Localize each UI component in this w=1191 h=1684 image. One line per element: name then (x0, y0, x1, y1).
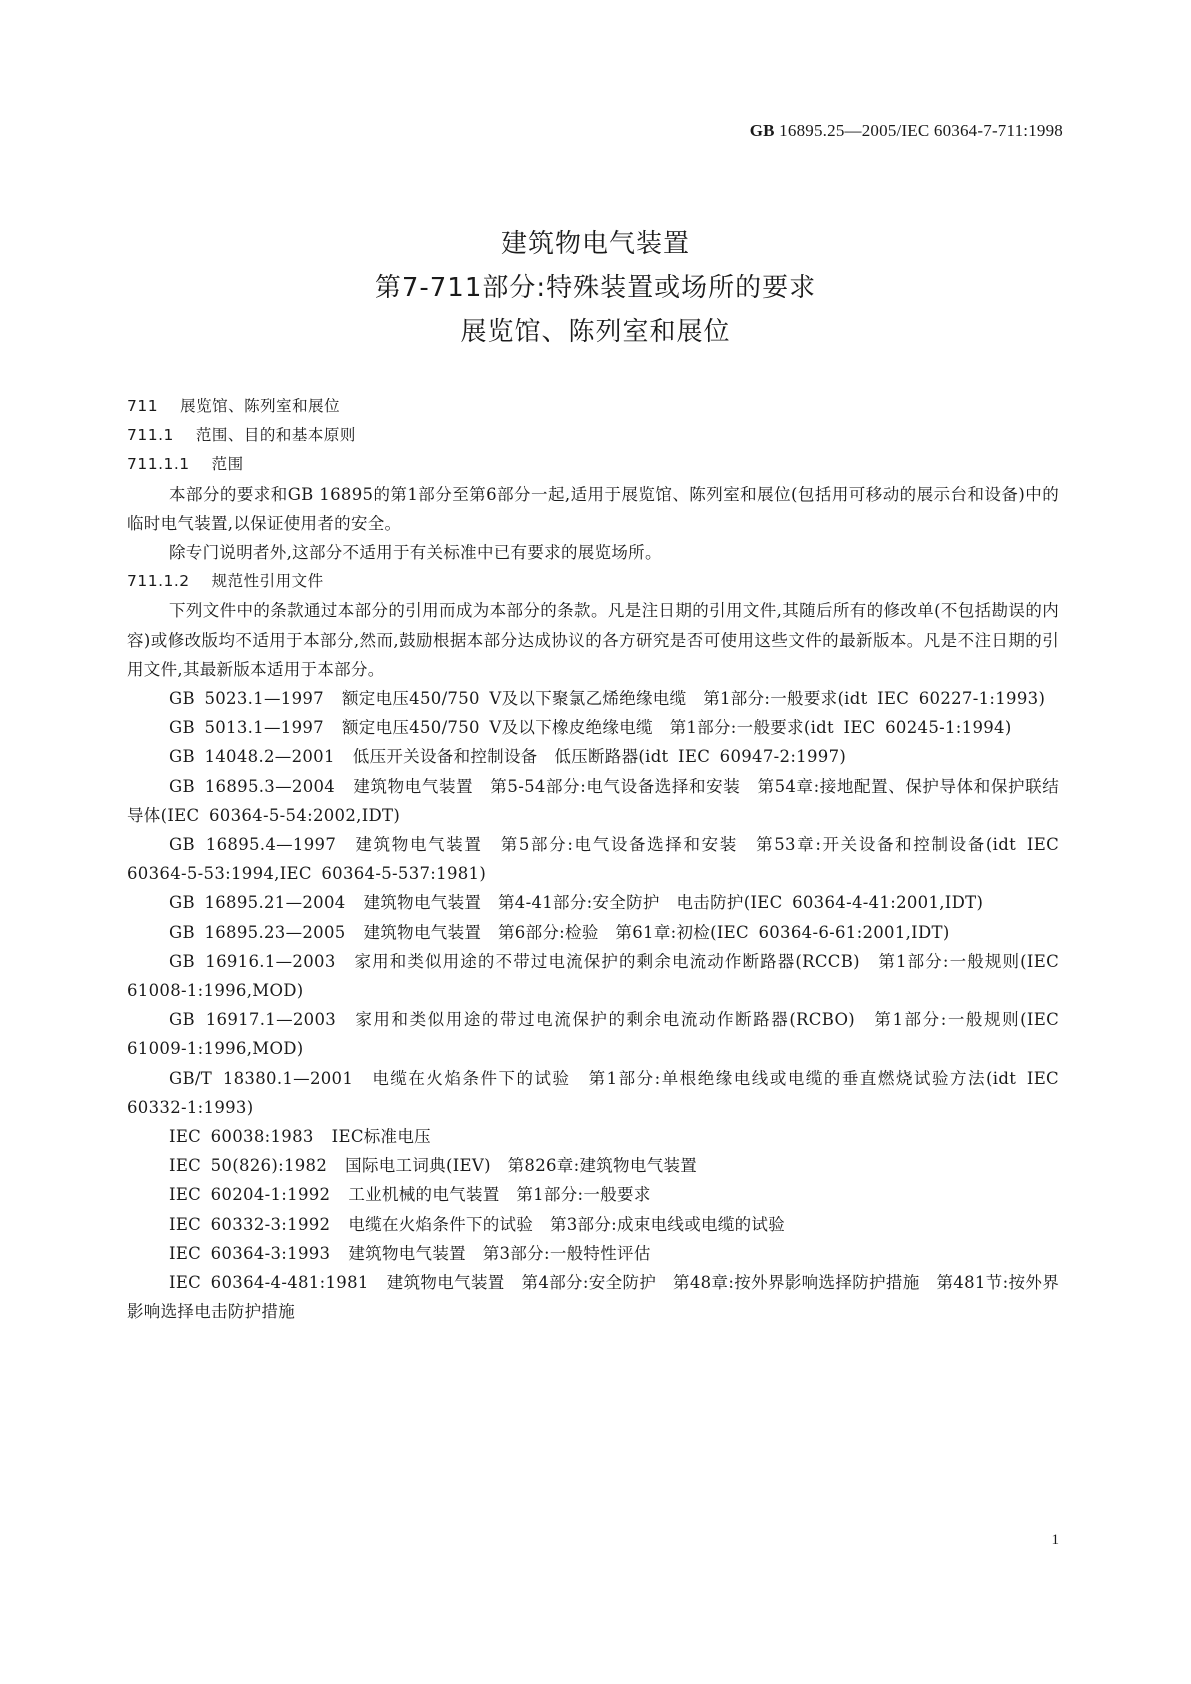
reference-item (127, 947, 1059, 1005)
reference-title: 建筑物电气装置 第6部分:检验 第61章:初检(IEC 60364-6-61:2001,IDT) (363, 922, 950, 942)
reference-item (127, 1268, 1059, 1326)
reference-item (127, 1064, 1059, 1122)
scope-paragraph-2: 除专门说明者外,这部分不适用于有关标准中已有要求的展览场所。 (169, 543, 662, 563)
reference-item (127, 1122, 1059, 1151)
reference-code: GB 16895.3—2004 (169, 776, 336, 796)
document-body (127, 392, 1059, 1327)
reference-code: GB 16895.23—2005 (169, 922, 346, 942)
standard-prefix: GB (749, 121, 775, 140)
reference-title: IEC标准电压 (331, 1127, 431, 1147)
reference-code: GB 5013.1—1997 (169, 718, 324, 738)
reference-item (127, 1151, 1059, 1180)
reference-code: GB 5023.1—1997 (169, 689, 324, 709)
references-intro-paragraph: 下列文件中的条款通过本部分的引用而成为本部分的条款。凡是注日期的引用文件,其随后所有的修改单(不包括勘误的内容)或修改版均不适用于本部分,然而,鼓励根据本部分达成协议的各方研究是否可使用这些文件的最新版本。凡是不注日期的引用文件,其最新版本适用于本部分。 (127, 601, 1059, 679)
reference-title: 建筑物电气装置 第5-54部分:电气设备选择和安装 第54章:接地配置、保护导体和保护联结导体(IEC 60364-5-54:2002,IDT) (127, 776, 1059, 825)
section-title: 展览馆、陈列室和展位 (180, 397, 341, 415)
reference-title: 电缆在火焰条件下的试验 第1部分:单根绝缘电线或电缆的垂直燃烧试验方法(idt IEC 60332-1:1993) (127, 1068, 1059, 1117)
reference-title: 建筑物电气装置 第3部分:一般特性评估 (348, 1243, 651, 1263)
section-title: 规范性引用文件 (211, 572, 324, 591)
title-line-1: 建筑物电气装置 (500, 229, 690, 259)
section-number: 711 (127, 397, 159, 415)
section-heading-711-1 (127, 421, 1059, 450)
reference-item (127, 742, 1059, 771)
reference-title: 国际电工词典(IEV) 第826章:建筑物电气装置 (345, 1156, 698, 1176)
reference-code: IEC 60038:1983 (169, 1127, 314, 1147)
reference-code: GB 16917.1—2003 (169, 1010, 337, 1030)
reference-item (127, 1005, 1059, 1063)
reference-item (127, 888, 1059, 917)
reference-code: GB 16895.4—1997 (169, 835, 337, 855)
reference-code: GB 16916.1—2003 (169, 951, 336, 971)
reference-code: IEC 50(826):1982 (169, 1156, 328, 1176)
title-line-3: 展览馆、陈列室和展位 (460, 317, 731, 347)
section-title: 范围、目的和基本原则 (195, 426, 356, 445)
standard-code: 16895.25—2005/IEC 60364-7-711:1998 (779, 121, 1063, 140)
reference-item (127, 918, 1059, 947)
page-number: 1 (1051, 1532, 1059, 1548)
document-title (0, 222, 1191, 354)
reference-title: 低压开关设备和控制设备 低压断路器(idt IEC 60947-2:1997) (352, 747, 847, 767)
reference-code: IEC 60364-4-481:1981 (169, 1273, 369, 1293)
reference-item (127, 772, 1059, 830)
reference-item (127, 684, 1059, 713)
section-number: 711.1.1 (127, 455, 190, 474)
reference-title: 工业机械的电气装置 第1部分:一般要求 (348, 1185, 651, 1205)
section-heading-711-1-1 (127, 450, 1059, 479)
reference-title: 建筑物电气装置 第4部分:安全防护 第48章:按外界影响选择防护措施 第481节:按外界影响选择电击防护措施 (127, 1273, 1059, 1322)
reference-title: 额定电压450/750 V及以下橡皮绝缘电缆 第1部分:一般要求(idt IEC 60245-1:1994) (341, 718, 1012, 738)
reference-title: 家用和类似用途的带过电流保护的剩余电流动作断路器(RCBO) 第1部分:一般规则(IEC 61009-1:1996,MOD) (127, 1010, 1059, 1059)
reference-item (127, 1180, 1059, 1209)
section-heading-711 (127, 392, 1059, 421)
section-number: 711.1.2 (127, 572, 190, 591)
section-heading-711-1-2 (127, 567, 1059, 596)
reference-code: IEC 60204-1:1992 (169, 1185, 331, 1205)
title-line-2: 第7-711部分:特殊装置或场所的要求 (374, 273, 817, 303)
section-title: 范围 (211, 455, 244, 474)
reference-code: GB 16895.21—2004 (169, 893, 346, 913)
standard-number (750, 121, 1063, 141)
reference-code: GB 14048.2—2001 (169, 747, 335, 767)
reference-item (127, 830, 1059, 888)
reference-item (127, 1210, 1059, 1239)
reference-title: 建筑物电气装置 第5部分:电气设备选择和安装 第53章:开关设备和控制设备(idt IEC 60364-5-53:1994,IEC 60364-5-537:1981) (127, 835, 1060, 884)
reference-code: GB/T 18380.1—2001 (169, 1068, 354, 1088)
scope-paragraph-1: 本部分的要求和GB 16895的第1部分至第6部分一起,适用于展览馆、陈列室和展位(包括用可移动的展示台和设备)中的临时电气装置,以保证使用者的安全。 (127, 484, 1059, 533)
section-number: 711.1 (127, 426, 174, 445)
reference-code: IEC 60364-3:1993 (169, 1243, 331, 1263)
reference-item (127, 713, 1059, 742)
reference-title: 家用和类似用途的不带过电流保护的剩余电流动作断路器(RCCB) 第1部分:一般规则(IEC 61008-1:1996,MOD) (127, 951, 1059, 1001)
reference-title: 建筑物电气装置 第4-41部分:安全防护 电击防护(IEC 60364-4-41:2001,IDT) (363, 893, 984, 913)
reference-item (127, 1239, 1059, 1268)
reference-title: 额定电压450/750 V及以下聚氯乙烯绝缘电缆 第1部分:一般要求(idt IEC 60227-1:1993) (341, 689, 1046, 709)
reference-title: 电缆在火焰条件下的试验 第3部分:成束电线或电缆的试验 (348, 1214, 786, 1234)
reference-code: IEC 60332-3:1992 (169, 1214, 331, 1234)
